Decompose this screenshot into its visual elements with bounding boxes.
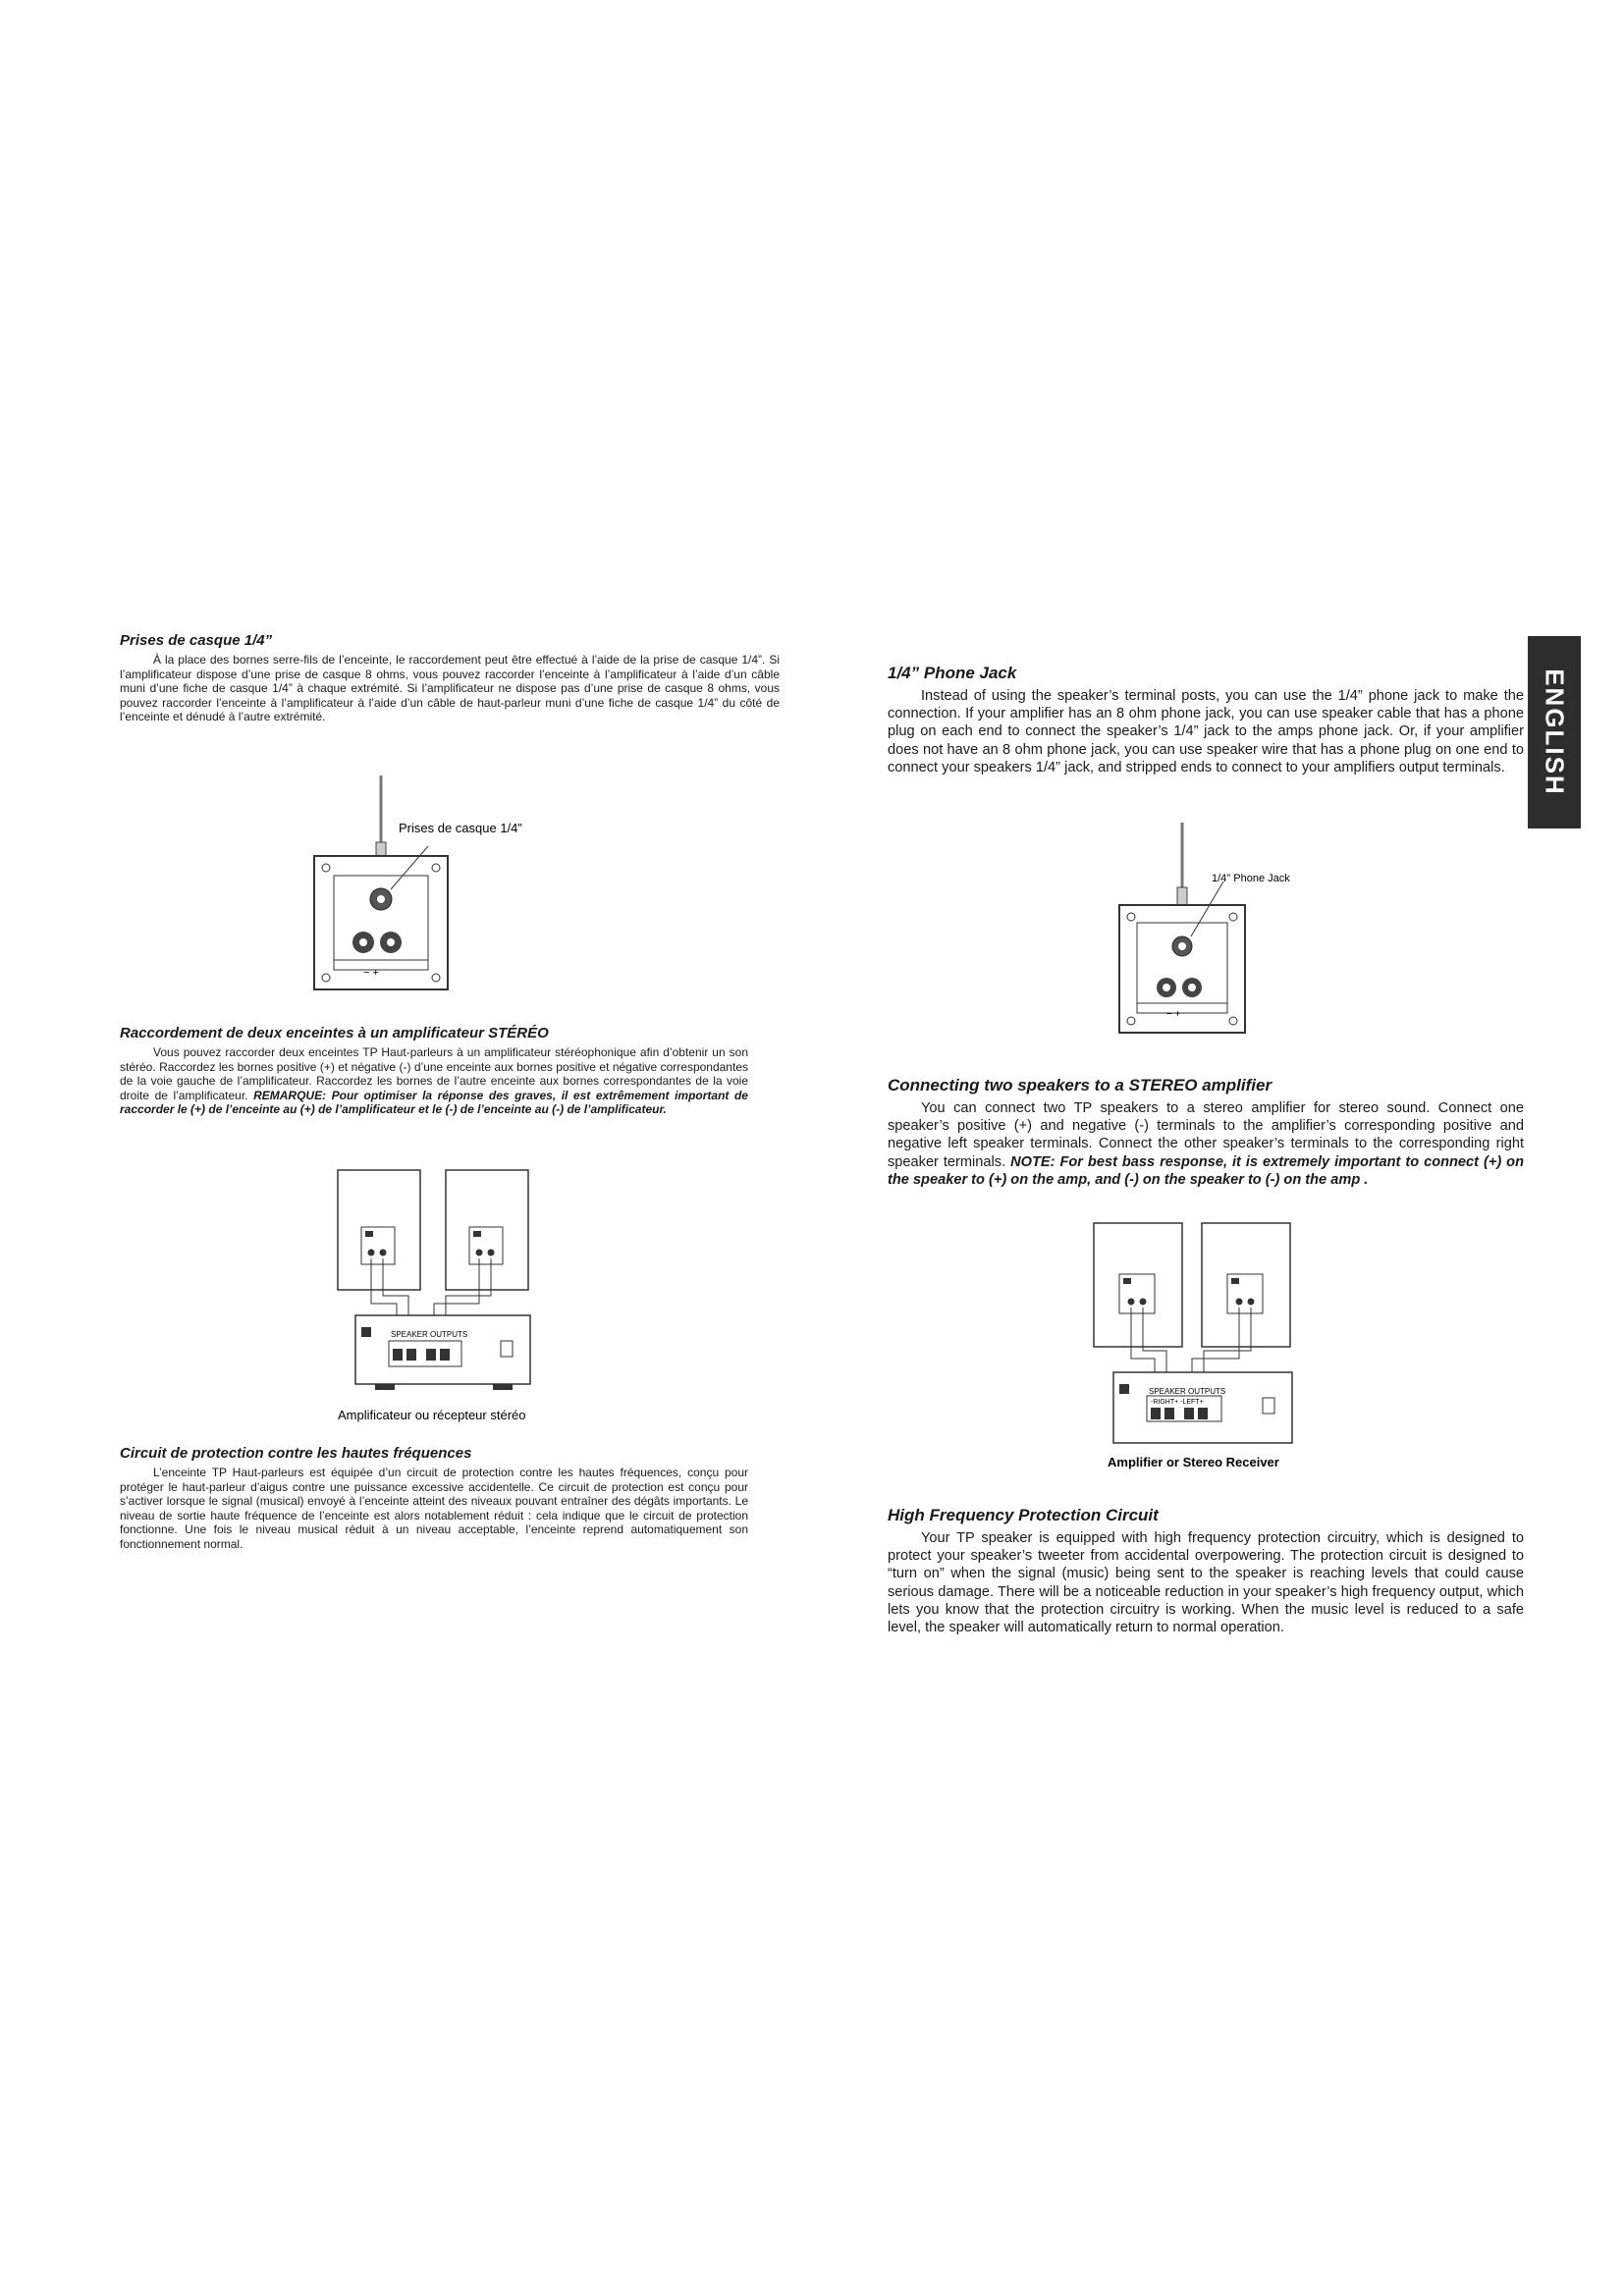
fr-phone-jack-section <box>120 632 780 724</box>
figure-caption: Amplifier or Stereo Receiver <box>1108 1455 1279 1469</box>
section-body: L’enceinte TP Haut-parleurs est équipée d’un circuit de protection contre les hautes fréquences, conçu pour protéger le haut-parleur d’aigus contre une puissance excessive accidentelle. Ce circuit de protection est conçu pour s’activer lorsque le signal (musical) envoyé à l’enceinte atteint des niveaux pouvant entraîner des dégâts importants. Le niveau de sortie haute fréquence de l’enceinte est alors notablement réduit : cela indique que le circuit de protection fonctionne. Une fois le niveau musical réduit à un niveau acceptable, l’enceinte reprend automatiquement son fonctionnement normal. <box>120 1466 748 1551</box>
terminal-symbols: − + <box>363 967 379 979</box>
section-body: Your TP speaker is equipped with high frequency protection circuitry, which is designed to protect your speaker’s tweeter from accidental overpowering. The protection circuit is designed to “turn on” when the signal (music) being sent to the speaker is reaching levels that could cause serious damage. There will be a noticeable reduction in your speaker’s high frequency output, which lets you know that the protection circuitry is working. When the music level is reduced to a safe level, the speaker will automatically return to normal operation. <box>888 1530 1524 1636</box>
language-tab <box>1528 636 1581 828</box>
section-heading: Prises de casque 1/4” <box>120 632 273 649</box>
figure-label: Prises de casque 1/4” <box>399 821 522 835</box>
stereo-figure-fr <box>336 1168 552 1425</box>
amp-channels: -RIGHT+ -LEFT+ <box>1151 1399 1204 1406</box>
en-phone-jack-section <box>888 664 1524 776</box>
amp-title: SPEAKER OUTPUTS <box>1149 1387 1226 1396</box>
section-heading: Circuit de protection contre les hautes fréquences <box>120 1445 472 1462</box>
section-heading: Raccordement de deux enceintes à un amplificateur STÉRÉO <box>120 1025 549 1041</box>
section-body: You can connect two TP speakers to a stereo amplifier for stereo sound. Connect one speaker’s positive (+) and negative (-) terminals to the amplifier’s corresponding positive and negative left speaker terminals. Connect the other speaker’s terminals to the corresponding right speaker terminals. <box>888 1100 1524 1170</box>
section-heading: Connecting two speakers to a STEREO amplifier <box>888 1076 1272 1095</box>
section-note: REMARQUE: Pour optimiser la réponse des graves, il est extrêmement important de raccorder le (+) de l’enceinte au (+) de l’amplificateur et le (-) de l’enceinte au (-) de l’amplificateur. <box>120 1088 748 1117</box>
fr-protection-section <box>120 1445 748 1552</box>
phone-jack-figure-fr <box>312 774 568 999</box>
section-body: À la place des bornes serre-fils de l’enceinte, le raccordement peut être effectué à l’aide de la prise de casque 1/4”. Si l’amplificateur dispose d’une prise de casque 8 ohms, vous pouvez raccorder l’enceinte à l’amplificateur à l’aide d’un câble muni d’une fiche de casque 1/4” à chaque extrémité. Si l’amplificateur ne dispose pas d’une prise de casque 8 ohms, vous pouvez raccorder l’enceinte à l’amplificateur à l’aide d’un câble de haut-parleur muni d’une fiche de casque 1/4” du côté de l’enceinte et dénudé à l’autre extrémité. <box>120 653 780 724</box>
en-stereo-section <box>888 1076 1524 1189</box>
section-body: Instead of using the speaker’s terminal posts, you can use the 1/4” phone jack to make the connection. If your amplifier has an 8 ohm phone jack, you can use speaker cable that has a phone plug on each end to connect the speaker’s 1/4” jack to the amps phone jack. Or, if your amplifier does not have an 8 ohm phone jack, you can use speaker wire that has a phone plug on one end to connect your speakers 1/4” jack, and stripped ends to connect to your amplifiers output terminals. <box>888 688 1524 775</box>
amp-title: SPEAKER OUTPUTS <box>391 1330 468 1339</box>
phone-jack-figure-en <box>1117 821 1314 1041</box>
language-tab-label: ENGLISH <box>1540 668 1570 796</box>
figure-label: 1/4" Phone Jack <box>1212 873 1290 884</box>
figure-caption: Amplificateur ou récepteur stéréo <box>338 1408 526 1422</box>
stereo-figure-en <box>1092 1221 1327 1478</box>
section-note: NOTE: For best bass response, it is extremely important to connect (+) on the speaker to (+) on the amp, and (-) on the speaker to (-) on the amp . <box>888 1153 1525 1188</box>
section-body: Vous pouvez raccorder deux enceintes TP Haut-parleurs à un amplificateur stéréophonique afin d’obtenir un son stéréo. Raccordez les bornes positive (+) et négative (-) d’une enceinte aux bornes positive et négative correspondantes de la voie gauche de l’amplificateur. Raccordez les bornes de l’autre enceinte aux bornes correspondantes de la voie droite de l’amplificateur. <box>120 1045 748 1102</box>
en-protection-section <box>888 1506 1524 1636</box>
terminal-symbols: − + <box>1166 1009 1181 1020</box>
fr-stereo-section <box>120 1025 748 1117</box>
section-heading: High Frequency Protection Circuit <box>888 1506 1159 1524</box>
section-heading: 1/4” Phone Jack <box>888 664 1017 682</box>
